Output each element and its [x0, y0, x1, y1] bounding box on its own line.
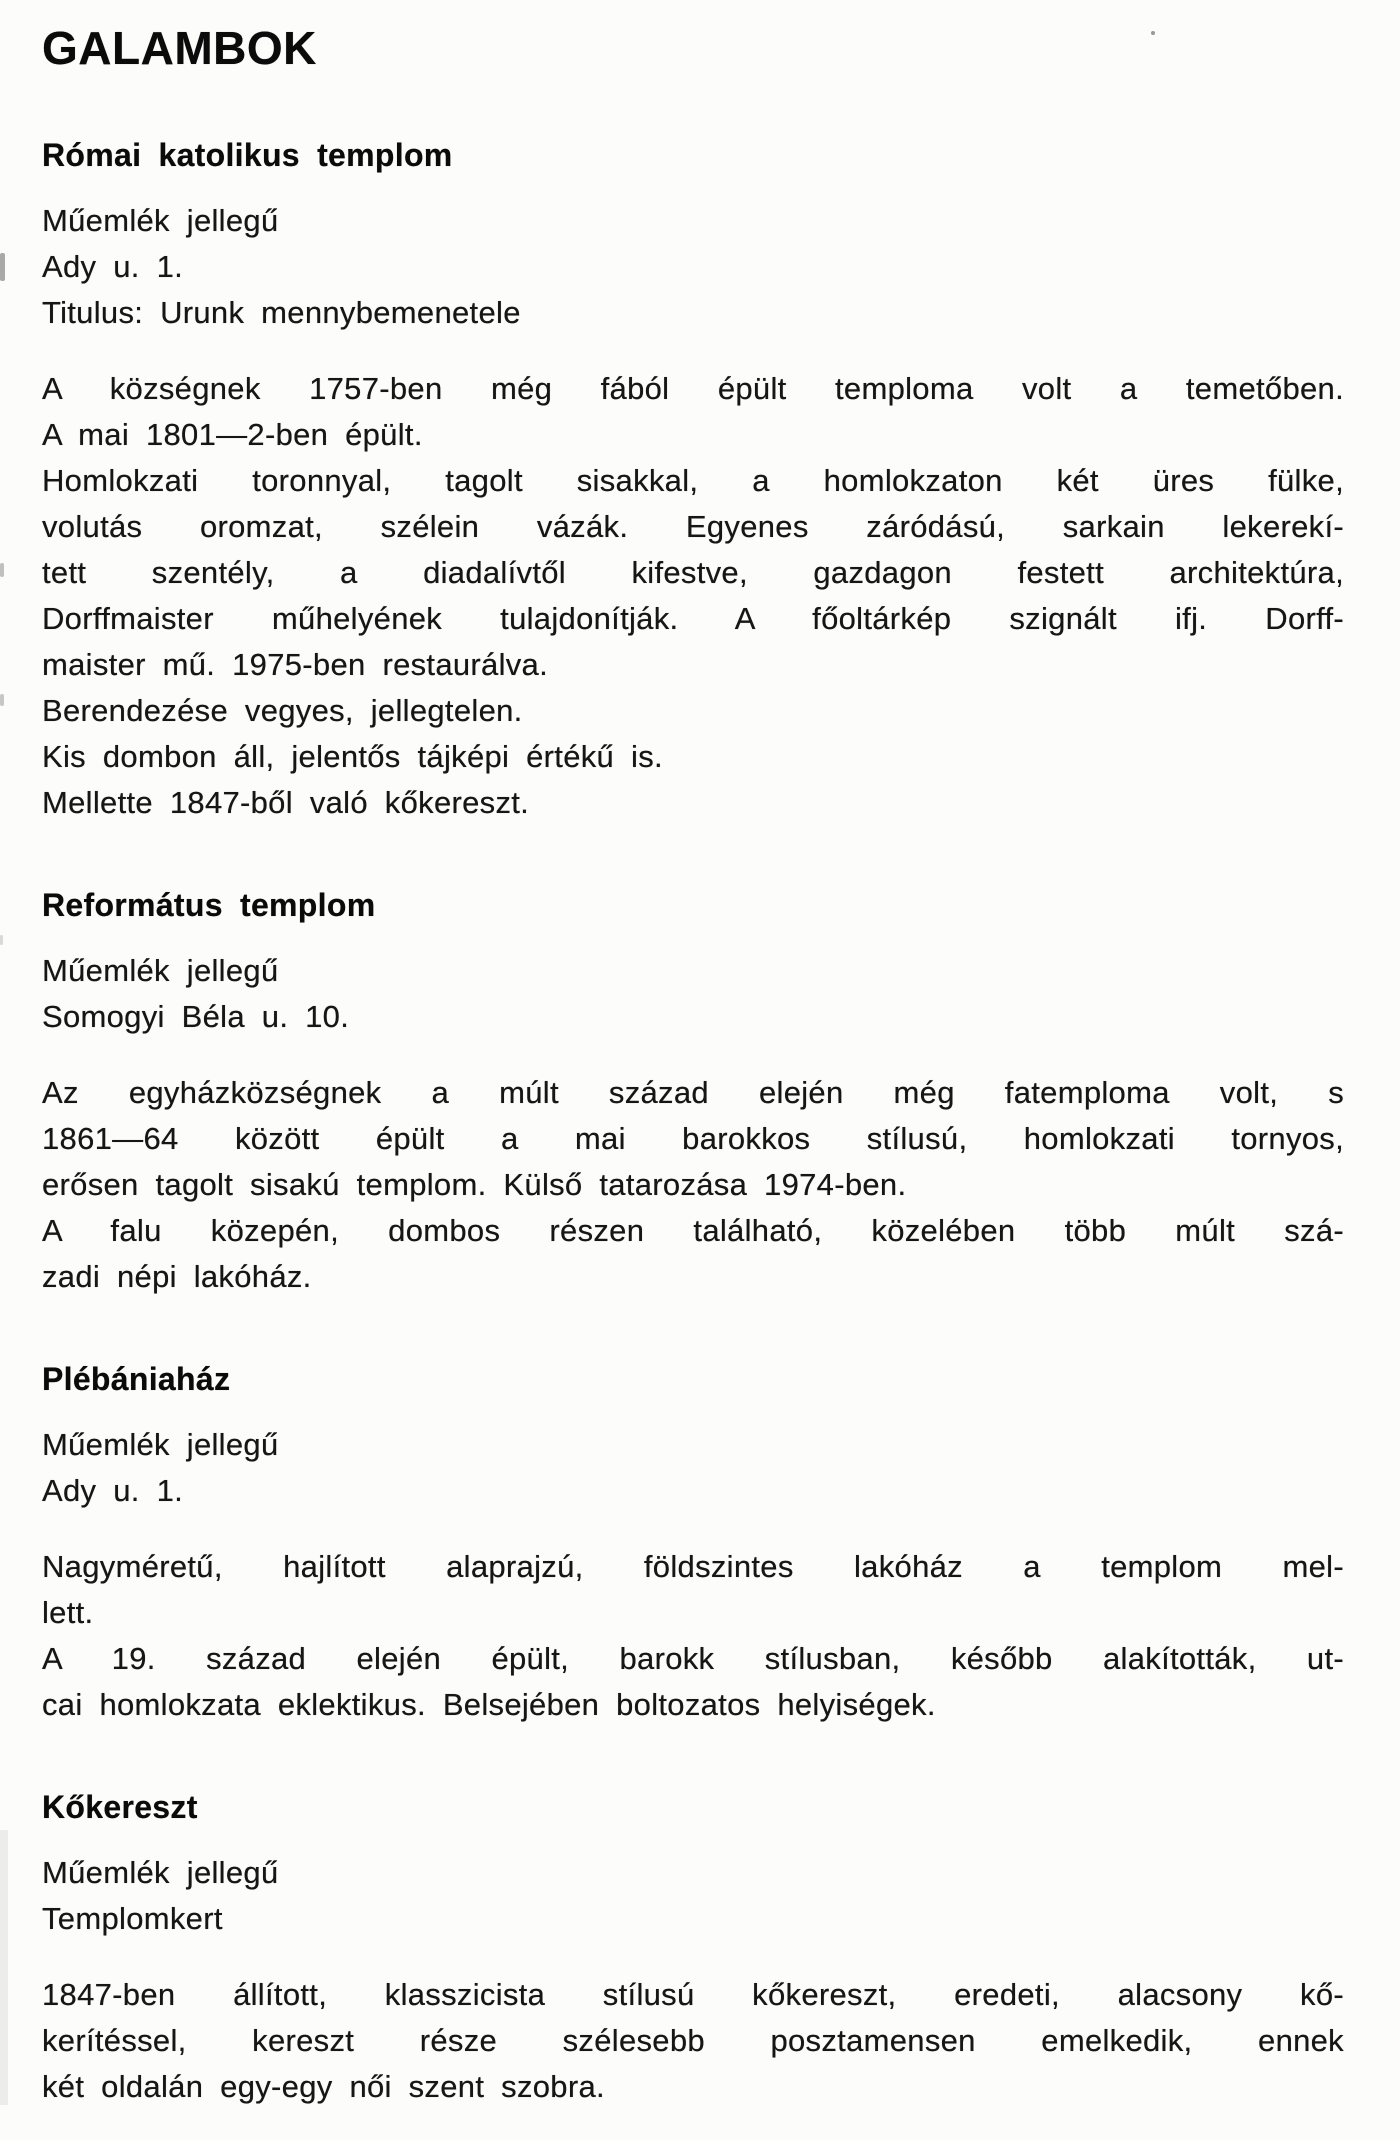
section-romai-katolikus-templom [42, 132, 1344, 826]
meta-line-address: Ady u. 1. [42, 1473, 184, 1508]
body-line: cai homlokzata eklektikus. Belsejében boltozatos helyiségek. [42, 1687, 936, 1722]
body-line: Az egyházközségnek a múlt század elején még fatemploma volt, s [42, 1075, 1344, 1110]
body-line: maister mű. 1975-ben restaurálva. [42, 647, 549, 682]
meta-line-titulus: Titulus: Urunk mennybemenetele [42, 295, 521, 330]
page-title: GALAMBOK [42, 22, 317, 74]
scan-artifact-edge-mark [0, 935, 3, 945]
monument-meta-block [42, 948, 1344, 1040]
body-paragraph [42, 366, 1344, 826]
body-line: Kis dombon áll, jelentős tájképi értékű is. [42, 739, 663, 774]
section-heading: Plébániaház [42, 1361, 231, 1397]
monument-meta-block [42, 1422, 1344, 1514]
section-heading: Kőkereszt [42, 1789, 198, 1825]
scan-artifact-edge-strip [0, 1830, 8, 2105]
body-paragraph [42, 1070, 1344, 1300]
body-line: A községnek 1757-ben még fából épült temploma volt a temetőben. [42, 371, 1344, 406]
scan-artifact-edge-mark [0, 253, 5, 281]
body-line: A mai 1801—2-ben épült. [42, 417, 423, 452]
scan-artifact-edge-mark [0, 563, 4, 577]
meta-line-designation: Műemlék jellegű [42, 953, 279, 988]
meta-line-designation: Műemlék jellegű [42, 1855, 279, 1890]
body-line: Berendezése vegyes, jellegtelen. [42, 693, 523, 728]
body-line: zadi népi lakóház. [42, 1259, 312, 1294]
meta-line-designation: Műemlék jellegű [42, 203, 279, 238]
body-line: volutás oromzat, szélein vázák. Egyenes záródású, sarkain lekerekí- [42, 509, 1344, 544]
body-line: A 19. század elején épült, barokk stílusban, később alakították, ut- [42, 1641, 1344, 1676]
body-line: Nagyméretű, hajlított alaprajzú, földszintes lakóház a templom mel- [42, 1549, 1344, 1584]
meta-line-location: Templomkert [42, 1901, 223, 1936]
section-plebaniahaz [42, 1356, 1344, 1728]
body-line: két oldalán egy-egy női szent szobra. [42, 2069, 605, 2104]
meta-line-address: Somogyi Béla u. 10. [42, 999, 350, 1034]
section-reformatus-templom [42, 882, 1344, 1300]
body-line: kerítéssel, kereszt része szélesebb posztamensen emelkedik, ennek [42, 2023, 1344, 2058]
body-paragraph [42, 1972, 1344, 2110]
body-line: Mellette 1847-ből való kőkereszt. [42, 785, 530, 820]
body-line: Homlokzati toronnyal, tagolt sisakkal, a homlokzaton két üres fülke, [42, 463, 1344, 498]
body-line: 1861—64 között épült a mai barokkos stílusú, homlokzati tornyos, [42, 1121, 1344, 1156]
section-heading: Római katolikus templom [42, 137, 453, 173]
monument-meta-block [42, 1850, 1344, 1942]
meta-line-address: Ady u. 1. [42, 249, 184, 284]
section-kokereszt [42, 1784, 1344, 2110]
body-line: lett. [42, 1595, 94, 1630]
body-line: erősen tagolt sisakú templom. Külső tatarozása 1974-ben. [42, 1167, 907, 1202]
section-heading: Református templom [42, 887, 376, 923]
body-line: A falu közepén, dombos részen található, közelében több múlt szá- [42, 1213, 1344, 1248]
scan-artifact-edge-mark [0, 694, 4, 706]
body-line: tett szentély, a diadalívtől kifestve, gazdagon festett architektúra, [42, 555, 1344, 590]
body-line: 1847-ben állított, klasszicista stílusú kőkereszt, eredeti, alacsony kő- [42, 1977, 1344, 2012]
body-paragraph [42, 1544, 1344, 1728]
meta-line-designation: Műemlék jellegű [42, 1427, 279, 1462]
body-line: Dorffmaister műhelyének tulajdonítják. A főoltárkép szignált ifj. Dorff- [42, 601, 1344, 636]
monument-meta-block [42, 198, 1344, 336]
